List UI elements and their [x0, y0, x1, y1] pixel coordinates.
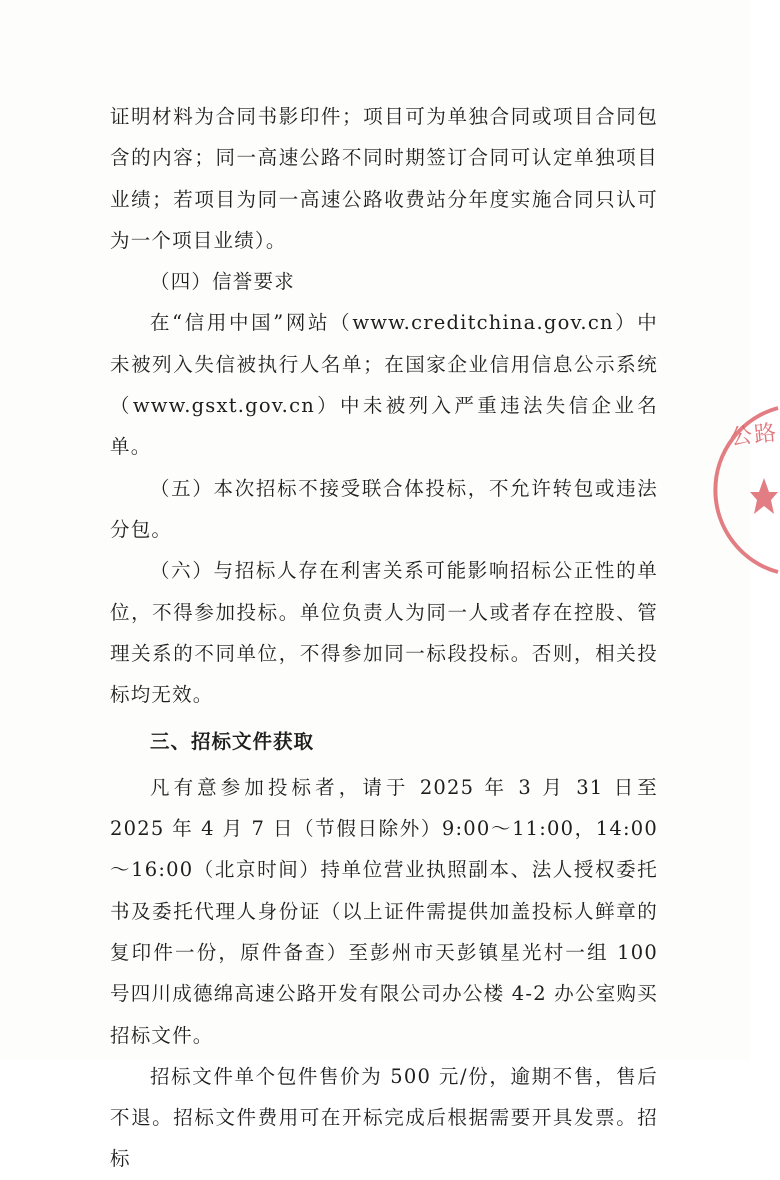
- paragraph-no-consortium: （五）本次招标不接受联合体投标，不允许转包或违法分包。: [110, 476, 658, 541]
- section-heading-tender-documents: 三、招标文件获取: [150, 730, 315, 754]
- seal-text: 公路: [729, 420, 780, 451]
- seal-stamp-fragment: [720, 400, 780, 580]
- paragraph-qualification-note: 证明材料为合同书影印件；项目可为单独合同或项目合同包含的内容；同一高速公路不同时期签订合同可认定单独项目业绩；若项目为同一高速公路收费站分年度实施合同只认可为一个项目业绩）。: [110, 105, 658, 252]
- paragraph-credit-requirement: 在“信用中国”网站（www.creditchina.gov.cn）中未被列入失信被执行人名单；在国家企业信用信息公示系统（www.gsxt.gov.cn）中未被列入严重违法失信企业名单。: [110, 311, 658, 459]
- subsection-credit-title: （四）信誉要求: [150, 270, 295, 294]
- paragraph-document-price: 招标文件单个包件售价为 500 元/份，逾期不售，售后不退。招标文件费用可在开标完成后根据需要开具发票。招标: [110, 1064, 658, 1171]
- paragraph-conflict-of-interest: （六）与招标人存在利害关系可能影响招标公正性的单位，不得参加投标。单位负责人为同一人或者存在控股、管理关系的不同单位，不得参加同一标段投标。否则，相关投标均无效。: [110, 559, 658, 707]
- document-body: [110, 96, 658, 1180]
- paragraph-document-acquisition: 凡有意参加投标者，请于 2025 年 3 月 31 日至 2025 年 4 月 7 日（节假日除外）9:00～11:00，14:00～16:00（北京时间）持单位营业执照副本、法人授权委托书及委托代理人身份证（以上证件需提供加盖投标人鲜章的复印件一份，原件备查）至彭州市天彭镇星光村一组 100 号四川成德绵高速公路开发有限公司办公楼 4-2 办公室购买招标文件。: [110, 775, 658, 1047]
